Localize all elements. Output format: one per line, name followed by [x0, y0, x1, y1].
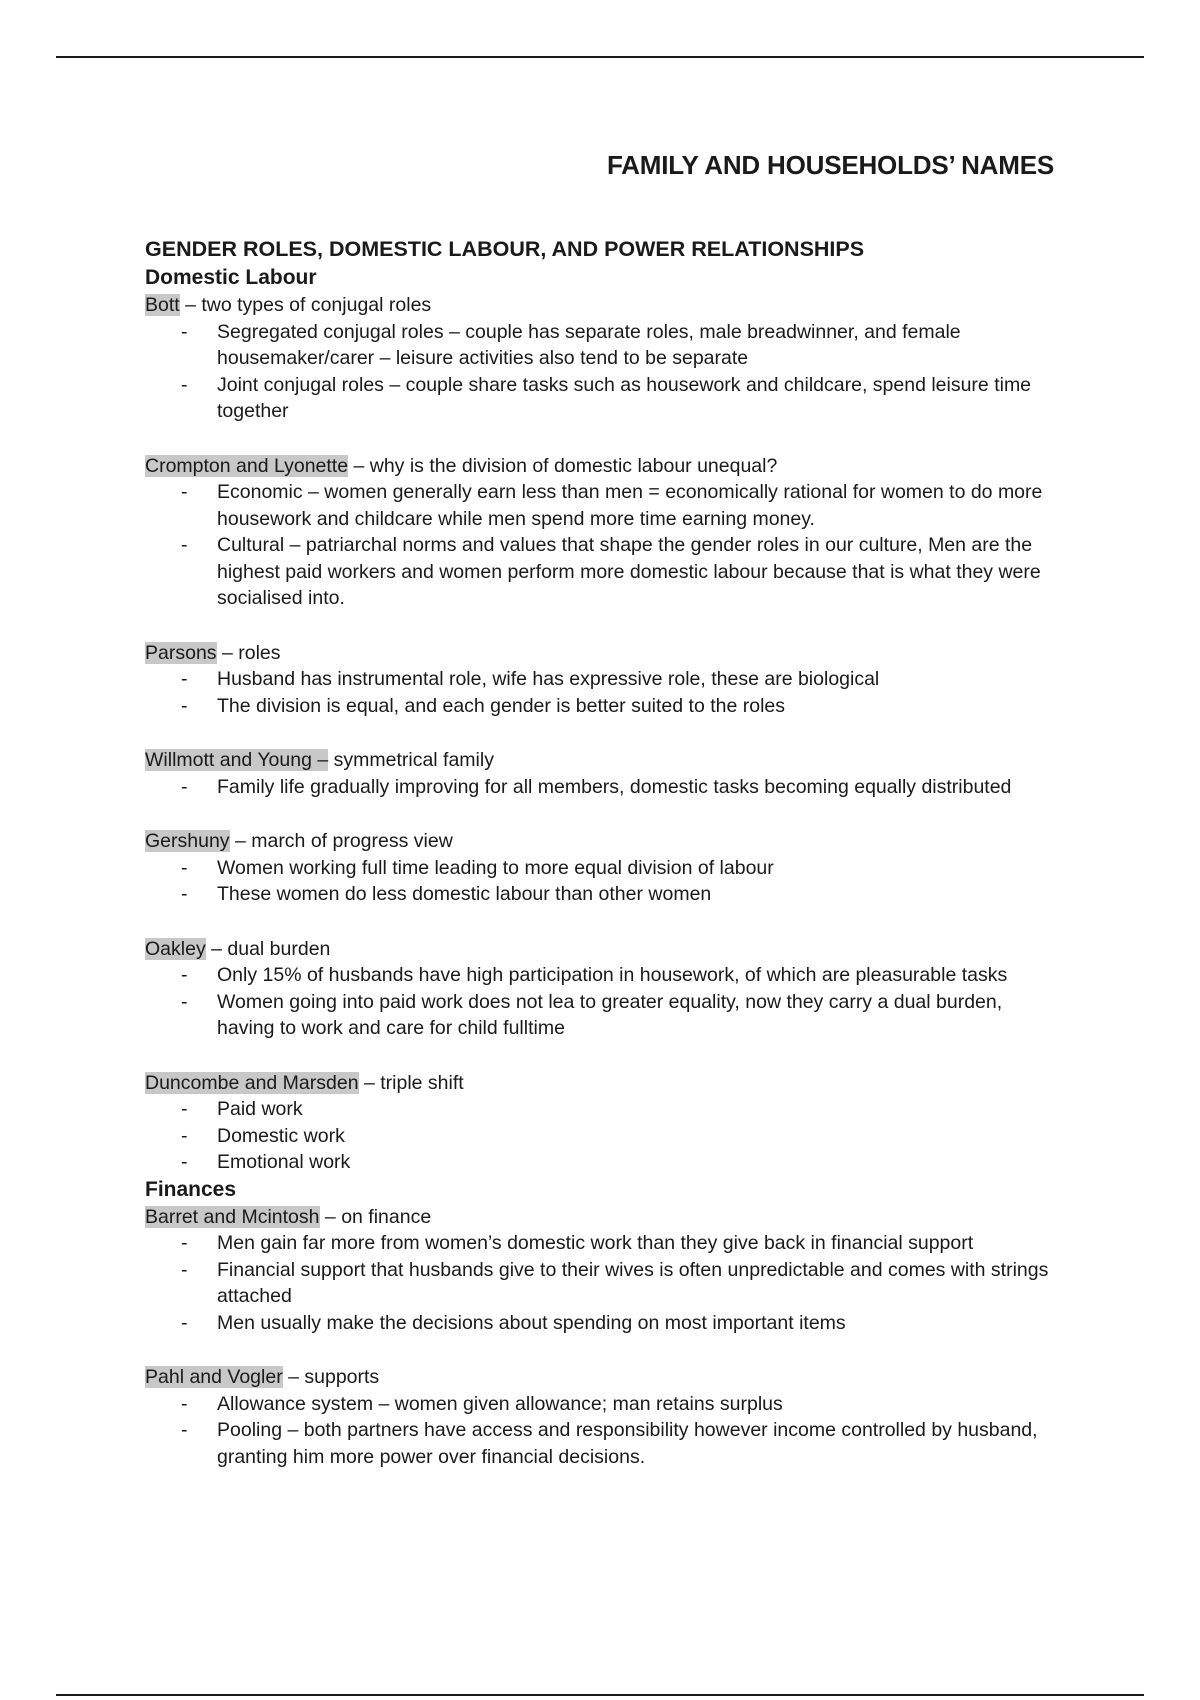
list-item: - Husband has instrumental role, wife has expressive role, these are biological [145, 666, 1065, 693]
highlighted-name: Barret and Mcintosh [145, 1205, 320, 1228]
entry-topic: symmetrical family [328, 749, 494, 771]
bullet-list [145, 319, 1065, 425]
entry-topic: – triple shift [358, 1071, 464, 1094]
bullet-list [145, 855, 1065, 908]
entry-topic: – on finance [319, 1205, 432, 1228]
list-item: - Pooling – both partners have access and responsibility however income controlled by husband, granting him more power over financial decisions. [145, 1417, 1065, 1470]
bullet-list [145, 774, 1065, 801]
entry-bott [145, 292, 1065, 425]
list-item: - Economic – women generally earn less than men = economically rational for women to do more housework and childcare while men spend more time earning money. [145, 479, 1065, 532]
entry-heading [145, 640, 1065, 667]
list-item: - Men gain far more from women’s domestic work than they give back in financial support [145, 1230, 1065, 1257]
list-item: - Cultural – patriarchal norms and values that shape the gender roles in our culture, Men are the highest paid workers and women perform more domestic labour because that is what they were socialised into. [145, 532, 1065, 612]
highlighted-name: Duncombe and Marsden [145, 1071, 359, 1094]
highlighted-name: Crompton and Lyonette [145, 454, 349, 477]
entry-heading [145, 828, 1065, 855]
entry-heading [145, 936, 1065, 963]
entry-duncombe-marsden [145, 1070, 1065, 1176]
entry-heading [145, 747, 1065, 774]
bullet-list [145, 1391, 1065, 1471]
highlighted-name: Willmott and Young – [145, 749, 329, 771]
entry-heading [145, 1070, 1065, 1097]
domestic-labour-heading: Domestic Labour [145, 266, 317, 289]
bullet-list [145, 666, 1065, 719]
list-item: - Women going into paid work does not lea to greater equality, now they carry a dual burden, having to work and care for child fulltime [145, 989, 1065, 1042]
list-item: - Only 15% of husbands have high participation in housework, of which are pleasurable tasks [145, 962, 1065, 989]
highlighted-name: Oakley [145, 937, 206, 960]
list-item: - Men usually make the decisions about spending on most important items [145, 1310, 1065, 1337]
entry-barret-mcintosh [145, 1204, 1065, 1337]
highlighted-name: Bott [145, 294, 180, 316]
entry-pahl-vogler [145, 1364, 1065, 1470]
section-heading: GENDER ROLES, DOMESTIC LABOUR, AND POWER RELATIONSHIPS [145, 237, 865, 261]
entry-topic: – roles [216, 641, 281, 664]
list-item: - Allowance system – women given allowance; man retains surplus [145, 1391, 1065, 1418]
entry-topic: – march of progress view [229, 830, 453, 852]
entry-heading [145, 1364, 1065, 1391]
entry-topic: – supports [282, 1366, 380, 1388]
entry-gershuny [145, 828, 1065, 908]
list-item: - Domestic work [145, 1123, 1065, 1150]
list-item: - Joint conjugal roles – couple share tasks such as housework and childcare, spend leisure time together [145, 372, 1065, 425]
list-item: - Emotional work [145, 1149, 1065, 1176]
entry-topic: – why is the division of domestic labour unequal? [348, 454, 778, 477]
entry-parsons [145, 640, 1065, 720]
list-item: - Family life gradually improving for all members, domestic tasks becoming equally distributed [145, 774, 1065, 801]
entry-topic: – dual burden [205, 937, 331, 960]
entry-willmott-young [145, 747, 1065, 800]
entry-heading [145, 1204, 1065, 1231]
bullet-list [145, 479, 1065, 612]
list-item: - These women do less domestic labour than other women [145, 881, 1065, 908]
entry-heading [145, 453, 1065, 480]
list-item: - Women working full time leading to more equal division of labour [145, 855, 1065, 882]
list-item: - Segregated conjugal roles – couple has separate roles, male breadwinner, and female housemaker/carer – leisure activities also tend to be separate [145, 319, 1065, 372]
bottom-rule [56, 1694, 1144, 1696]
highlighted-name: Parsons [145, 641, 217, 664]
highlighted-name: Gershuny [145, 830, 230, 852]
entry-crompton-lyonette [145, 453, 1065, 612]
finances-heading: Finances [145, 1177, 237, 1201]
entry-heading [145, 292, 1065, 319]
entry-oakley [145, 936, 1065, 1042]
highlighted-name: Pahl and Vogler [145, 1366, 283, 1388]
bullet-list [145, 962, 1065, 1042]
list-item: - Financial support that husbands give to their wives is often unpredictable and comes with strings attached [145, 1257, 1065, 1310]
entry-topic: – two types of conjugal roles [179, 294, 432, 316]
top-rule [56, 56, 1144, 58]
document-body [145, 234, 1065, 1470]
list-item: - Paid work [145, 1096, 1065, 1123]
bullet-list [145, 1096, 1065, 1176]
document-title: FAMILY AND HOUSEHOLDS’ NAMES [606, 150, 1054, 180]
list-item: - The division is equal, and each gender is better suited to the roles [145, 693, 1065, 720]
bullet-list [145, 1230, 1065, 1336]
